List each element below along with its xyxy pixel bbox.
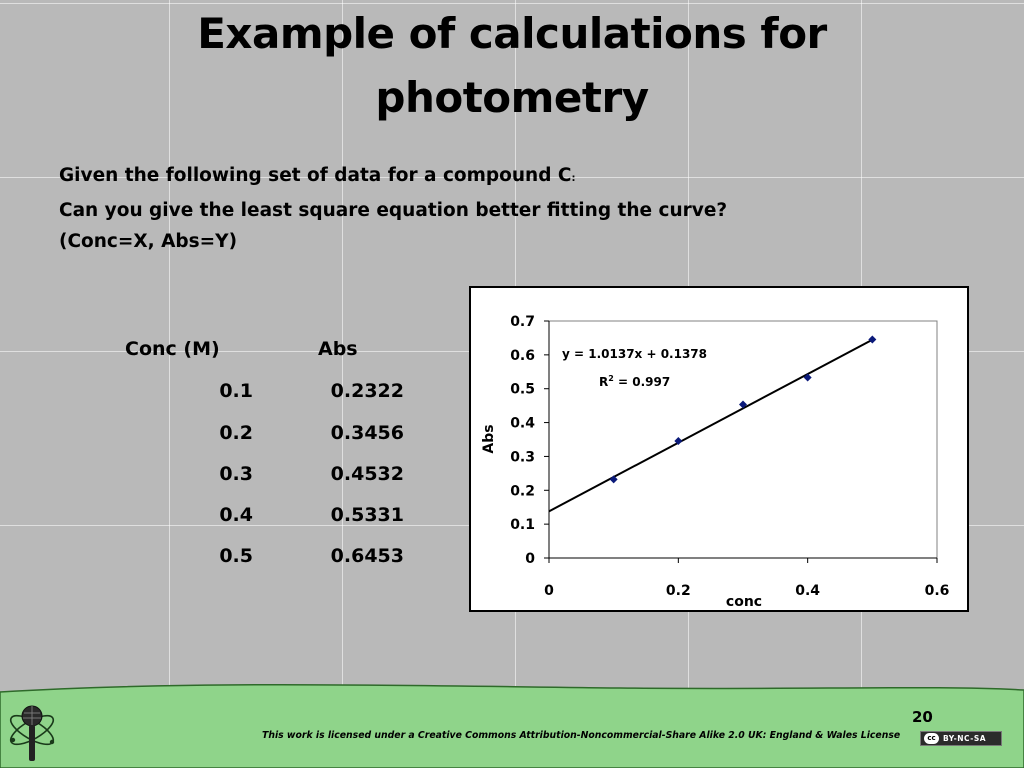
r-squared-label [599,374,670,389]
intro-line-3: (Conc=X, Abs=Y) [59,231,238,252]
y-tick-label: 0.1 [510,517,535,534]
table-cell-abs: 0.3456 [330,422,404,444]
chart-container [469,286,969,612]
table-cell-conc: 0.5 [219,545,253,567]
x-axis-label: conc [725,594,763,610]
trendline-equation-label: y = 1.0137x + 0.1378 [562,347,707,361]
license-text: This work is licensed under a Creative Commons Attribution-Noncommercial-Share Alike 2.0 UK: England & Wales License [262,730,901,741]
table-header-conc: Conc (M) [125,338,220,360]
table-cell-abs: 0.2322 [330,380,404,402]
y-tick-label: 0 [525,551,535,567]
r-squared-value: = 0.997 [613,375,671,389]
y-axis-label: Abs [481,424,497,454]
scatter-chart [471,288,967,610]
y-tick-label: 0.4 [510,415,535,432]
trendline [549,340,872,512]
table-cell-abs: 0.6453 [330,545,404,567]
table-cell-conc: 0.4 [219,504,253,526]
x-tick-label: 0.2 [665,583,691,599]
table-cell-abs: 0.5331 [330,504,404,526]
x-tick-label: 0.4 [795,583,821,599]
title-line-2: photometry [375,73,649,122]
y-tick-label: 0.2 [510,483,535,500]
y-tick-label: 0.3 [510,449,535,466]
intro-line-2: Can you give the least square equation better fitting the curve? [59,199,728,221]
microphone-atom-logo-icon [4,700,60,768]
table-cell-conc: 0.2 [219,422,253,444]
table-cell-conc: 0.3 [219,463,253,485]
intro-line-1 [59,160,727,195]
slide-title [0,2,1024,130]
page-number: 20 [912,708,933,726]
cc-badge-label: BY-NC-SA [943,734,987,743]
y-tick-label: 0.7 [510,314,535,330]
table-cell-conc: 0.1 [219,380,253,402]
x-tick-label: 0 [544,583,554,599]
r-squared-symbol: R [599,375,609,389]
intro-text [59,160,727,258]
table-header-abs: Abs [318,338,358,360]
y-tick-label: 0.6 [510,347,535,364]
x-tick-label: 0.6 [924,583,950,599]
title-line-1: Example of calculations for [197,9,827,58]
cc-license-badge[interactable] [920,731,1002,746]
r-squared-superscript: 2 [608,374,614,383]
footer-band [0,680,1024,768]
intro-line-1-sub: : [571,173,576,184]
y-tick-label: 0.5 [510,381,535,398]
table-cell-abs: 0.4532 [330,463,404,485]
intro-line-1-text: Given the following set of data for a compound C [59,165,572,186]
cc-icon: cc [924,733,939,744]
